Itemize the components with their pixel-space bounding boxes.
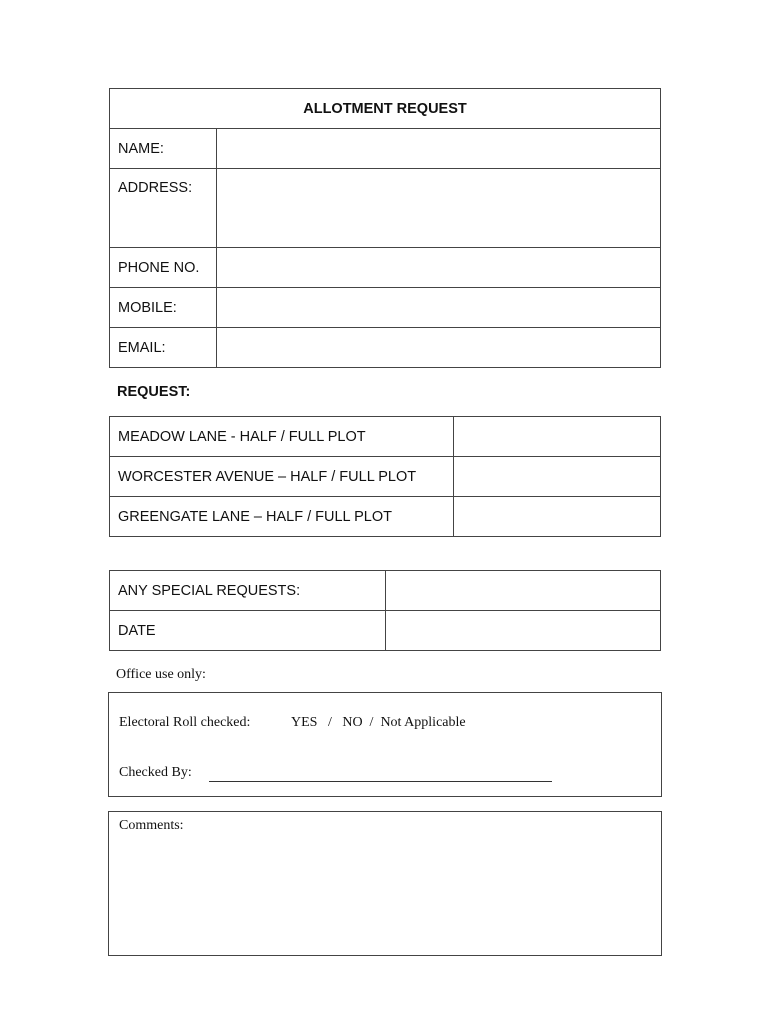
greengate-lane-label: GREENGATE LANE – HALF / FULL PLOT [110,497,454,537]
date-label: DATE [110,611,386,651]
meadow-lane-label: MEADOW LANE - HALF / FULL PLOT [110,417,454,457]
special-requests-table [109,570,661,651]
email-label: EMAIL: [110,328,217,368]
worcester-avenue-label: WORCESTER AVENUE – HALF / FULL PLOT [110,457,454,497]
electoral-roll-label: Electoral Roll checked: [119,715,251,730]
phone-field[interactable] [217,248,661,288]
plot-request-table [109,416,661,537]
address-field[interactable] [217,169,661,248]
mobile-field[interactable] [217,288,661,328]
office-use-box [108,692,662,797]
comments-box[interactable] [108,811,662,956]
phone-label: PHONE NO. [110,248,217,288]
meadow-lane-field[interactable] [454,417,661,457]
name-label: NAME: [110,129,217,169]
office-use-heading: Office use only: [116,667,206,682]
mobile-label: MOBILE: [110,288,217,328]
request-heading: REQUEST: [117,384,191,400]
applicant-details-table [109,88,661,368]
electoral-roll-options[interactable]: YES / NO / Not Applicable [291,715,466,730]
name-field[interactable] [217,129,661,169]
checked-by-field[interactable] [209,781,552,782]
greengate-lane-field[interactable] [454,497,661,537]
checked-by-label: Checked By: [119,765,192,780]
form-title: ALLOTMENT REQUEST [110,89,661,129]
worcester-avenue-field[interactable] [454,457,661,497]
date-field[interactable] [386,611,661,651]
special-requests-label: ANY SPECIAL REQUESTS: [110,571,386,611]
comments-label: Comments: [119,818,184,833]
address-label: ADDRESS: [110,169,217,248]
special-requests-field[interactable] [386,571,661,611]
email-field[interactable] [217,328,661,368]
